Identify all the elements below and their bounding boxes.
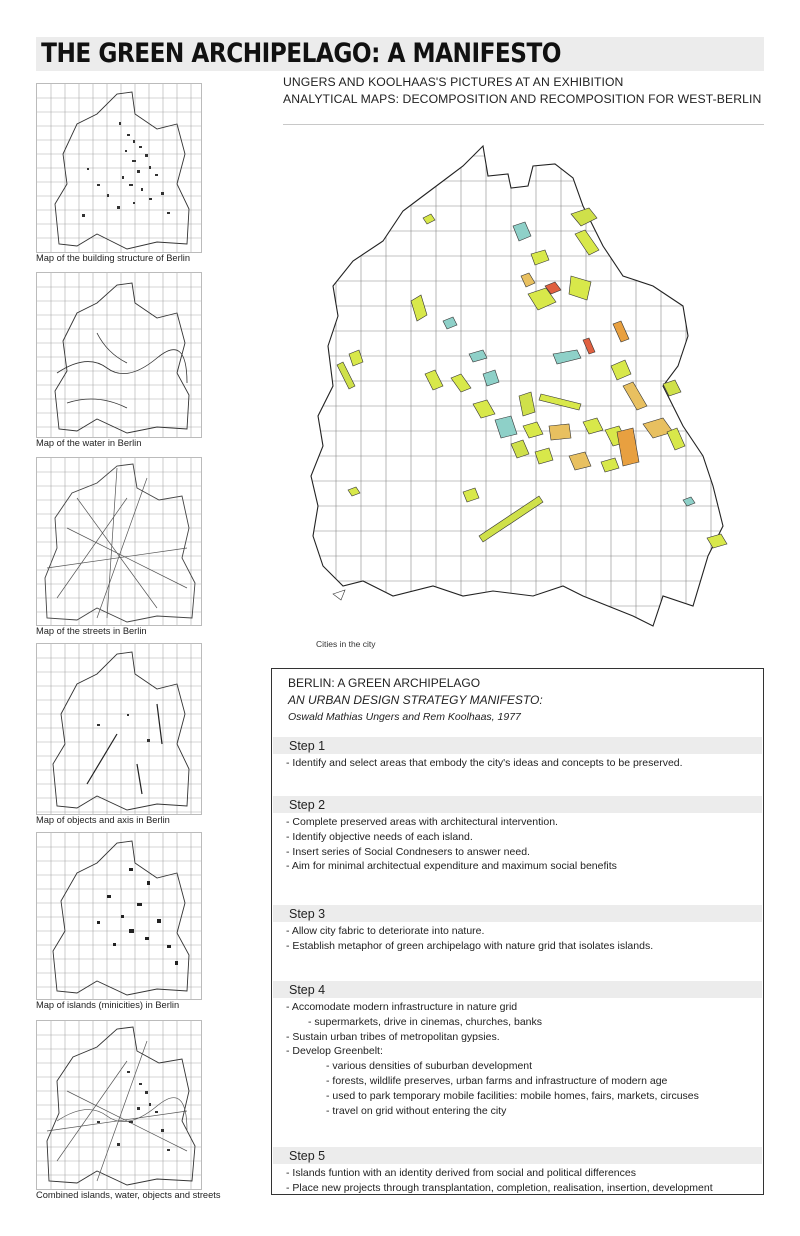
step-title: Step 2 — [273, 796, 762, 813]
caption-streets: Map of the streets in Berlin — [36, 626, 147, 636]
islands-map-image — [37, 833, 201, 999]
step-title: Step 4 — [273, 981, 762, 998]
caption-islands: Map of islands (minicities) in Berlin — [36, 1000, 180, 1010]
manifesto-header — [288, 675, 543, 726]
page-title: THE GREEN ARCHIPELAGO: A MANIFESTO — [41, 38, 562, 69]
step-1 — [273, 737, 762, 771]
subtitle-analytical-maps: ANALYTICAL MAPS: DECOMPOSITION AND RECOMPOSITION FOR WEST-BERLIN — [283, 92, 762, 106]
thumbnail-objects-axis — [36, 643, 202, 815]
step-item: - Establish metaphor of green archipelago with nature grid that isolates islands. — [286, 939, 654, 952]
step-2 — [273, 796, 762, 874]
objects-axis-map-image — [37, 644, 201, 814]
step-title: Step 5 — [273, 1147, 762, 1164]
step-5 — [273, 1147, 762, 1196]
water-map-image — [37, 273, 201, 437]
thumbnail-water — [36, 272, 202, 438]
manifesto-heading: BERLIN: A GREEN ARCHIPELAGO — [288, 676, 481, 690]
main-map — [283, 126, 764, 634]
caption-main-map: Cities in the city — [316, 639, 376, 649]
archipelago-map-image — [283, 126, 764, 634]
step-item: - Aim for minimal architectual expenditure and maximum social benefits — [286, 860, 617, 873]
thumbnail-building-structure — [36, 83, 202, 253]
step-title: Step 1 — [273, 737, 762, 754]
combined-map-image — [37, 1021, 201, 1189]
step-item: - Islands funtion with an identity derived from social and political differences — [286, 1167, 636, 1179]
step-item: - Place new projects through transplantation, completion, realisation, insertion, development — [286, 1181, 713, 1194]
manifesto-subheading: AN URBAN DESIGN STRATEGY MANIFESTO: — [288, 693, 543, 707]
step-subitem: - supermarkets, drive in cinemas, churches, banks — [308, 1015, 543, 1028]
caption-combined: Combined islands, water, objects and streets — [36, 1190, 221, 1200]
subtitle-exhibition: UNGERS AND KOOLHAAS'S PICTURES AT AN EXHIBITION — [283, 75, 624, 89]
step-subitem: - used to park temporary mobile facilities: mobile homes, fairs, markets, circuses — [326, 1089, 699, 1102]
title-bar — [36, 37, 764, 71]
manifesto-box — [271, 668, 764, 1195]
step-item: - Identify and select areas that embody the city's ideas and concepts to be preserved. — [286, 757, 683, 769]
step-subitem: - forests, wildlife preserves, urban farms and infrastructure of modern age — [326, 1074, 668, 1087]
step-4 — [273, 981, 762, 1118]
step-item: - Complete preserved areas with architectural intervention. — [286, 816, 558, 828]
step-item: - Identify objective needs of each island. — [286, 830, 473, 843]
caption-objects-axis: Map of objects and axis in Berlin — [36, 815, 170, 825]
building-map-image — [37, 84, 201, 252]
step-subitem: - travel on grid without entering the city — [326, 1104, 507, 1117]
step-title: Step 3 — [273, 905, 762, 922]
streets-map-image — [37, 458, 201, 625]
divider — [283, 124, 764, 125]
caption-water: Map of the water in Berlin — [36, 438, 142, 448]
step-item: - Develop Greenbelt: — [286, 1045, 383, 1058]
thumbnail-streets — [36, 457, 202, 626]
caption-building-structure: Map of the building structure of Berlin — [36, 253, 190, 263]
step-item: - Allow city fabric to deteriorate into nature. — [286, 925, 485, 937]
thumbnail-combined — [36, 1020, 202, 1190]
step-item: - Accomodate modern infrastructure in nature grid — [286, 1001, 518, 1013]
thumbnail-islands — [36, 832, 202, 1000]
step-item: - Sustain urban tribes of metropolitan gypsies. — [286, 1030, 500, 1043]
step-subitem: - various densities of suburban development — [326, 1060, 533, 1073]
subtitles — [283, 74, 761, 108]
manifesto-authors: Oswald Mathias Ungers and Rem Koolhaas, 1977 — [288, 711, 521, 723]
step-3 — [273, 905, 762, 954]
step-item: - Insert series of Social Condnesers to answer need. — [286, 845, 530, 858]
